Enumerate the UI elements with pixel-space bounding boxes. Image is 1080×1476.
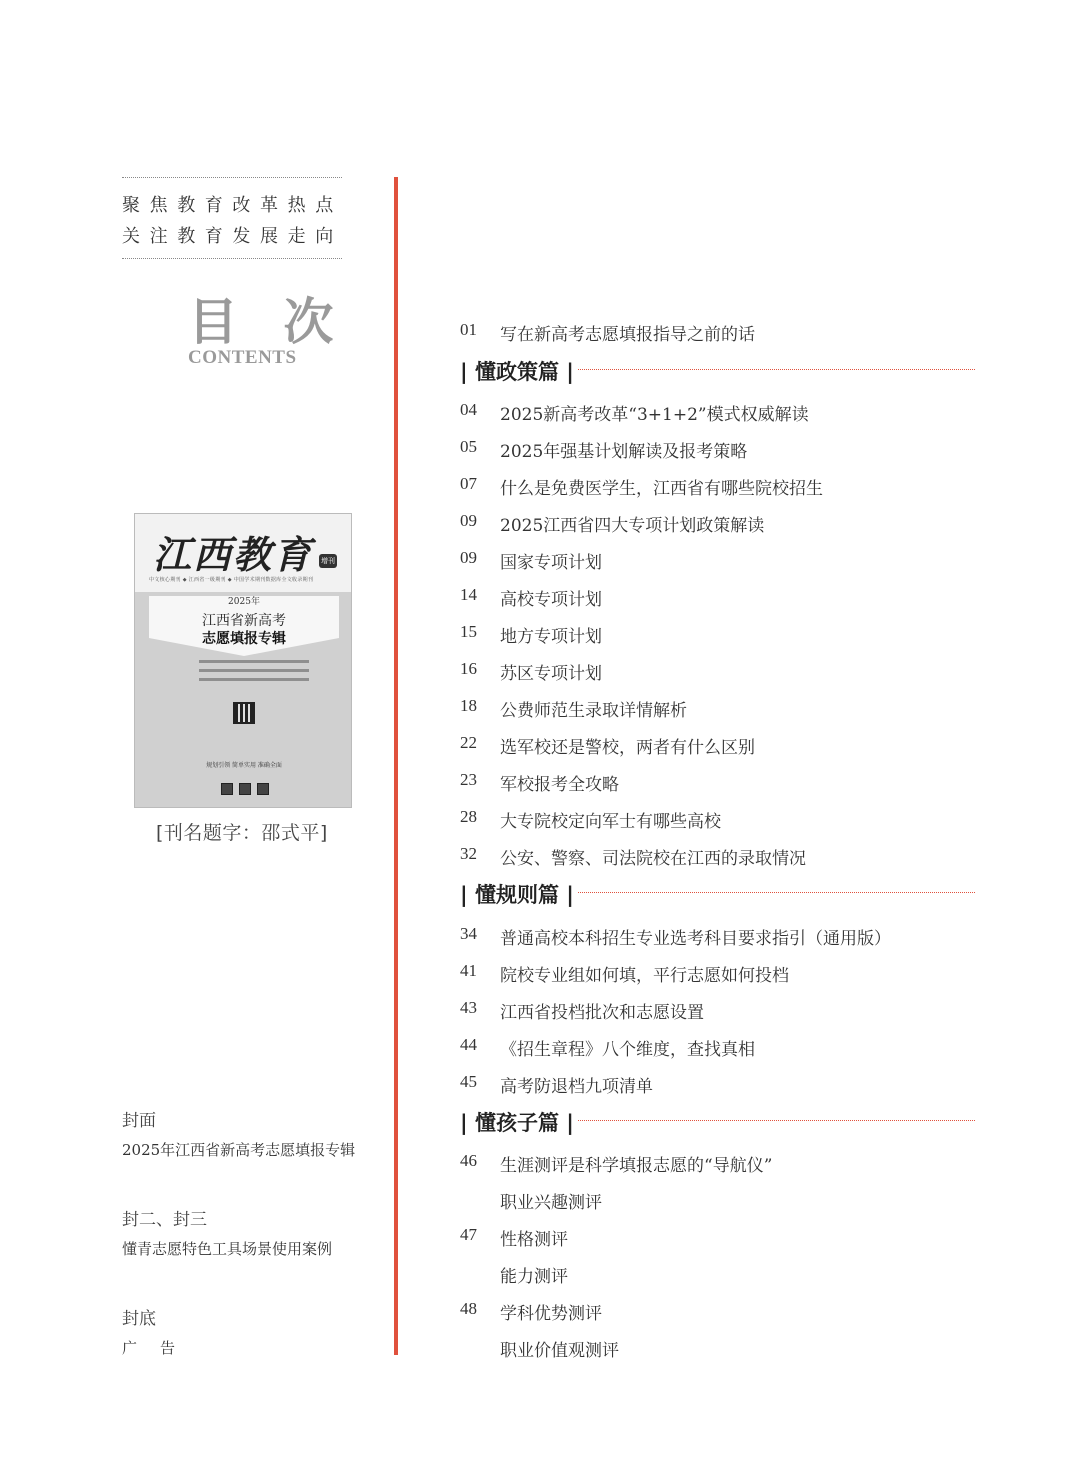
cover-logo: 江西教育 — [153, 532, 314, 577]
toc-entry-title: 苏区专项计划 — [500, 664, 602, 684]
cover-year: 2025年 — [228, 597, 260, 607]
toc-entry-title: 大专院校定向军士有哪些高校 — [500, 812, 721, 832]
toc-section-name: | 懂孩子篇 | — [460, 1111, 574, 1135]
toc-entry-title: 普通高校本科招生专业选考科目要求指引（通用版） — [500, 929, 891, 949]
toc-section-dotted-rule — [578, 369, 975, 370]
contents-title-en: CONTENTS — [188, 347, 297, 368]
toc-page-number: 22 — [460, 733, 477, 752]
cover-tagline: 规划引领 简单实用 准确全面 — [206, 762, 282, 769]
toc-entry-title: 职业价值观测评 — [500, 1341, 619, 1361]
toc-entry-title: 公费师范生录取详情解析 — [500, 701, 687, 721]
cover-text-lines — [199, 660, 309, 687]
note-text-cover: 2025年江西省新高考志愿填报专辑 — [122, 1141, 356, 1159]
toc-entry-title: 2025江西省四大专项计划政策解读 — [500, 516, 765, 536]
toc-page-number: 47 — [460, 1225, 477, 1244]
toc-entry-title: 公安、警察、司法院校在江西的录取情况 — [500, 849, 806, 869]
cover-qr-code-icon — [233, 702, 255, 724]
toc-entry-title: 选军校还是警校，两者有什么区别 — [500, 738, 755, 758]
toc-page-number: 45 — [460, 1072, 477, 1091]
toc-entry-title: 写在新高考志愿填报指导之前的话 — [500, 325, 755, 345]
toc-entry-title: 地方专项计划 — [500, 627, 602, 647]
toc-entry-title: 江西省投档批次和志愿设置 — [500, 1003, 704, 1023]
toc-page-number: 04 — [460, 400, 477, 419]
toc-entry-title: 高考防退档九项清单 — [500, 1077, 653, 1097]
toc-entry-title: 2025年强基计划解读及报考策略 — [500, 442, 748, 462]
title-calligraphy-credit: [刊名题字：邵式平] — [156, 822, 328, 844]
toc-section-header — [460, 1107, 975, 1137]
note-text-back-cover: 广 告 — [122, 1339, 180, 1357]
toc-page-number: 01 — [460, 320, 477, 339]
bottom-dotted-rule — [122, 258, 342, 259]
toc-entry-title: 能力测评 — [500, 1267, 568, 1287]
toc-section-header — [460, 879, 975, 909]
toc-entry-title: 学科优势测评 — [500, 1304, 602, 1324]
cover-badge: 增刊 — [319, 554, 337, 568]
toc-entry-title: 性格测评 — [500, 1230, 568, 1250]
toc-page-number: 34 — [460, 924, 477, 943]
toc-entry-title: 2025新高考改革“3+1+2”模式权威解读 — [500, 405, 809, 425]
note-label-back-cover: 封底 — [122, 1309, 156, 1329]
slogan-line-1: 聚焦教育改革热点 — [122, 195, 343, 216]
note-text-inner-covers: 懂青志愿特色工具场景使用案例 — [122, 1240, 333, 1258]
slogan-line-2: 关注教育发展走向 — [122, 226, 343, 247]
toc-page-number: 41 — [460, 961, 477, 980]
toc-page-number: 09 — [460, 511, 477, 530]
toc-section-dotted-rule — [578, 892, 975, 893]
toc-page-number: 48 — [460, 1299, 477, 1318]
cover-strip: 中文核心期刊 ◆ 江西省一级期刊 ◆ 中国学术期刊数据库全文收录期刊 — [149, 577, 314, 583]
toc-entry-title: 职业兴趣测评 — [500, 1193, 602, 1213]
cover-small-qr-icons — [221, 780, 275, 799]
toc-page-number: 44 — [460, 1035, 477, 1054]
toc-page-number: 16 — [460, 659, 477, 678]
toc-page-number: 07 — [460, 474, 477, 493]
note-label-cover: 封面 — [122, 1111, 156, 1131]
contents-title-cn: 目 次 — [188, 292, 348, 351]
toc-page-number: 46 — [460, 1151, 477, 1170]
toc-page-number: 05 — [460, 437, 477, 456]
toc-page-number: 14 — [460, 585, 477, 604]
toc-section-name: | 懂规则篇 | — [460, 883, 574, 907]
toc-section-name: | 懂政策篇 | — [460, 360, 574, 384]
toc-page-number: 43 — [460, 998, 477, 1017]
toc-entry-title: 生涯测评是科学填报志愿的“导航仪” — [500, 1156, 773, 1176]
toc-page-number: 15 — [460, 622, 477, 641]
toc-entry-title: 高校专项计划 — [500, 590, 602, 610]
toc-page-number: 18 — [460, 696, 477, 715]
toc-page-number: 32 — [460, 844, 477, 863]
cover-title-line-1: 江西省新高考 — [202, 613, 286, 629]
note-label-inner-covers: 封二、封三 — [122, 1210, 207, 1230]
toc-entry-title: 军校报考全攻略 — [500, 775, 619, 795]
toc-section-dotted-rule — [578, 1120, 975, 1121]
toc-entry-title: 《招生章程》八个维度，查找真相 — [500, 1040, 755, 1060]
vertical-divider — [394, 177, 398, 1355]
toc-page-number: 28 — [460, 807, 477, 826]
toc-entry-title: 国家专项计划 — [500, 553, 602, 573]
toc-entry-title: 什么是免费医学生，江西省有哪些院校招生 — [500, 479, 823, 499]
top-dotted-rule — [122, 177, 342, 178]
magazine-cover-image — [134, 513, 352, 808]
toc-entry-title: 院校专业组如何填，平行志愿如何投档 — [500, 966, 789, 986]
toc-page-number: 09 — [460, 548, 477, 567]
toc-page-number: 23 — [460, 770, 477, 789]
cover-title-line-2: 志愿填报专辑 — [202, 631, 286, 647]
toc-section-header — [460, 356, 975, 386]
